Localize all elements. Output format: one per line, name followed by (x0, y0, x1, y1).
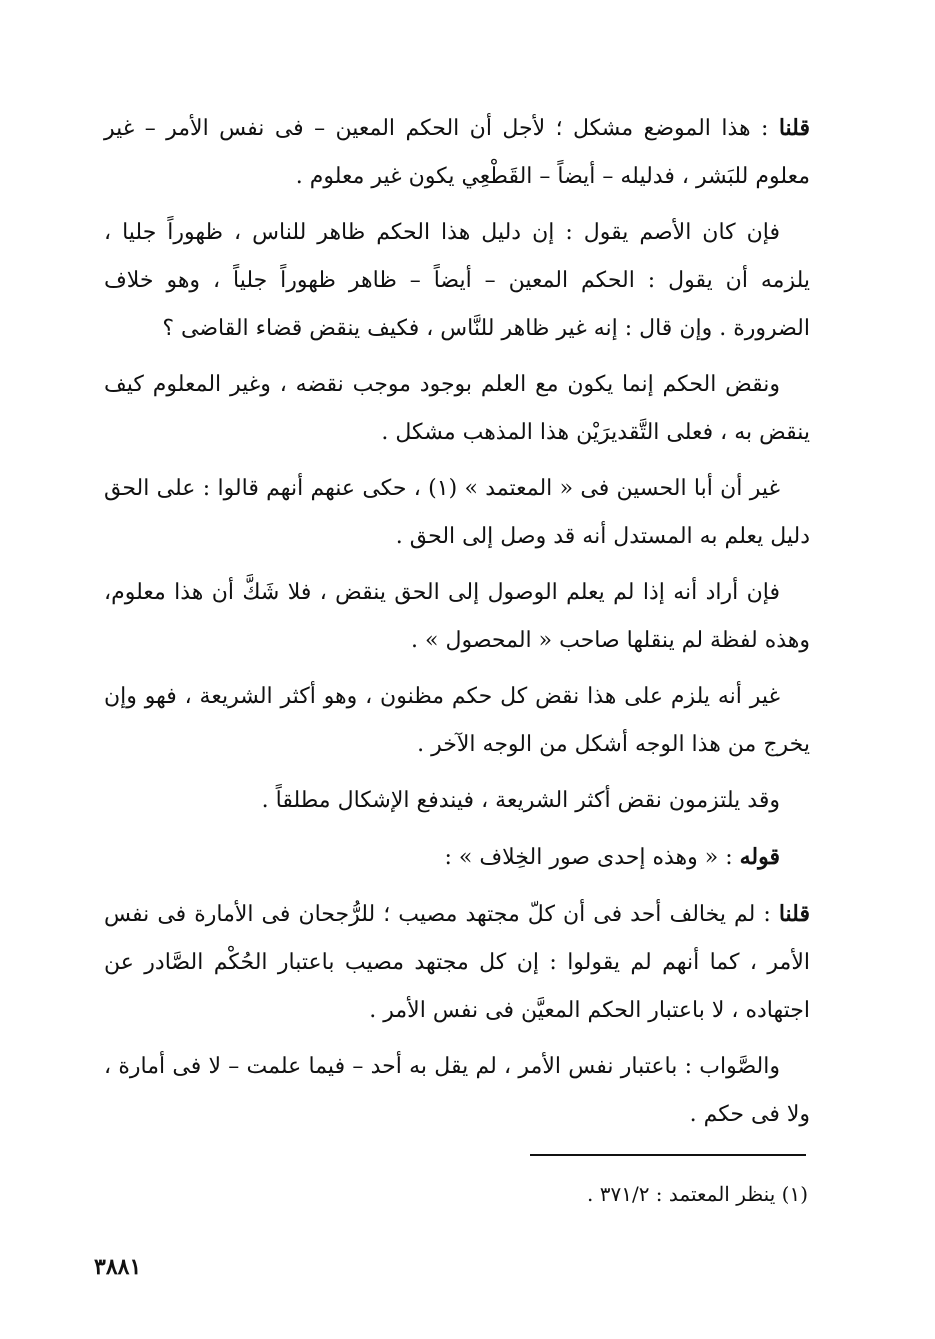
page-number: ٣٨٨١ (94, 1254, 142, 1280)
paragraph-text: : هذا الموضع مشكل ؛ لأجل أن الحكم المعين – فى نفس الأمر – غير معلوم للبَشر ، فدليله – أيضاً – القَطْعِي يكون غير معلوم . (104, 116, 810, 189)
lead-word: قوله (739, 844, 780, 870)
main-text (104, 104, 810, 1147)
paragraph-text: غير أن أبا الحسين فى « المعتمد » (١) ، حكى عنهم أنهم قالوا : على الحق دليل يعلم به المستدل أنه قد وصل إلى الحق . (104, 476, 810, 549)
paragraph-text: : « وهذه إحدى صور الخِلاف » : (444, 845, 740, 870)
footnote: (١) ينظر المعتمد : ٣٧١/٢ . (587, 1182, 808, 1206)
paragraph-text: : لم يخالف أحد فى أن كلّ مجتهد مصيب ؛ للرُّجحان فى الأمارة فى نفس الأمر ، كما أنهم لم يقولوا : إن كل مجتهد مصيب باعتبار الحُكْم الصَّادر عن اجتهاده ، لا باعتبار الحكم المعيَّن فى نفس الأمر . (104, 902, 810, 1023)
footnote-divider (530, 1154, 806, 1156)
paragraph-3 (104, 361, 810, 457)
paragraph-2 (104, 209, 810, 353)
paragraph-9 (104, 890, 810, 1035)
paragraph-10 (104, 1043, 810, 1139)
paragraph-text: فإن أراد أنه إذا لم يعلم الوصول إلى الحق ينقض ، فلا شَكَّ أن هذا معلوم، وهذه لفظة لم ينقلها صاحب « المحصول » . (104, 580, 810, 653)
paragraph-6 (104, 673, 810, 769)
paragraph-8 (104, 833, 810, 882)
paragraph-1 (104, 104, 810, 201)
paragraph-text: ونقض الحكم إنما يكون مع العلم بوجود موجب نقضه ، وغير المعلوم كيف ينقض به ، فعلى التَّقديرَيْن هذا المذهب مشكل . (104, 372, 810, 445)
paragraph-7 (104, 777, 810, 825)
paragraph-text: فإن كان الأصم يقول : إن دليل هذا الحكم ظاهر للناس ، ظهوراً جليا ، يلزمه أن يقول : الحكم المعين – أيضاً – ظاهر ظهوراً جلياً ، وهو خلاف الضرورة . وإن قال : إنه غير ظاهر للنَّاس ، فكيف ينقض قضاء القاضى ؟ (104, 220, 810, 341)
paragraph-text: غير أنه يلزم على هذا نقض كل حكم مظنون ، وهو أكثر الشريعة ، فهو وإن يخرج من هذا الوجه أشكل من الوجه الآخر . (104, 684, 810, 757)
paragraph-5 (104, 569, 810, 665)
lead-word: قلنا (778, 115, 810, 141)
paragraph-text: وقد يلتزمون نقض أكثر الشريعة ، فيندفع الإشكال مطلقاً . (261, 788, 780, 813)
lead-word: قلنا (778, 901, 810, 927)
paragraph-4 (104, 465, 810, 561)
paragraph-text: والصَّواب : باعتبار نفس الأمر ، لم يقل به أحد – فيما علمت – لا فى أمارة ، ولا فى حكم . (104, 1054, 810, 1127)
